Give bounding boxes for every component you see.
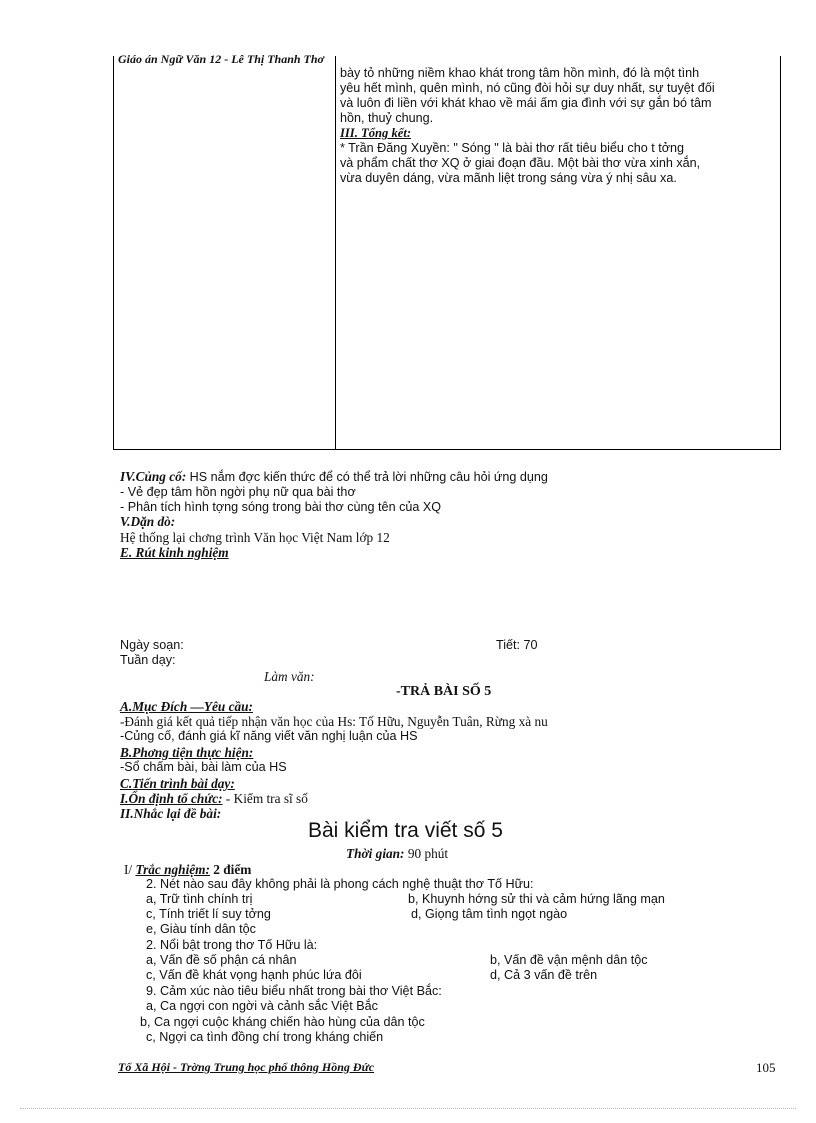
option-d: d, Cả 3 vấn đề trên [490,968,598,982]
cung-co-line [120,469,548,485]
option-a: a, Ca ngợi con ngời và cảnh sắc Việt Bắc [146,999,378,1013]
on-dinh-text: - Kiểm tra sĩ số [225,791,308,806]
cung-co-text: HS nắm đợc kiến thức để có thể trả lời những câu hỏi ứng dụng [189,470,548,484]
nhac-lai-heading: II.Nhắc lại đề bài: [120,806,222,821]
lesson-title: -TRẢ BÀI SỐ 5 [396,684,492,699]
question-2: 2. Nổi bật trong thơ Tố Hữu là: [146,938,318,952]
cung-co-label: IV.Củng cố: [120,469,187,484]
option-a: a, Trữ tình chính trị [146,892,253,906]
trac-nghiem-prefix: I/ [124,862,136,877]
summary-line: * Trần Đăng Xuyền: " Sóng " là bài thơ rất tiêu biểu cho t tởng [340,141,685,155]
option-b: b, Vấn đề vận mệnh dân tộc [490,953,648,967]
trac-nghiem-label: Trắc nghiệm: [135,862,210,877]
subject-label: Làm văn: [264,669,315,684]
option-a: a, Vấn đề số phận cá nhân [146,953,297,967]
table-column-divider [335,56,336,450]
ngay-soan: Ngày soạn: [120,638,184,652]
cung-co-item: - Vẻ đẹp tâm hồn ngời phụ nữ qua bài thơ [120,485,356,499]
dan-do-heading: V.Dặn dò: [120,514,176,529]
muc-dich-heading: A.Mục Đích —Yêu cầu: [120,699,253,714]
cung-co-item: - Phân tích hình tợng sóng trong bài thơ cùng tên của XQ [120,500,442,514]
option-e: e, Giàu tính dân tộc [146,922,256,936]
cell-text-line: bày tỏ những niềm khao khát trong tâm hồn mình, đó là một tình [340,66,700,80]
section-heading-tong-ket: III. Tổng kết: [340,126,412,140]
rut-kinh-nghiem-heading: E. Rút kinh nghiệm [120,545,229,560]
option-c: c, Vấn đề khát vọng hạnh phúc lứa đôi [146,968,362,982]
cell-text-line: hồn, thuỷ chung. [340,111,434,125]
option-b: b, Khuynh hớng sử thi và cảm hứng lãng mạn [408,892,665,906]
trac-nghiem-points: 2 điểm [213,862,252,877]
option-b: b, Ca ngợi cuộc kháng chiến hào hùng của dân tộc [140,1015,425,1029]
on-dinh-label: I.Ổn định tổ chức: [120,791,223,806]
muc-dich-item: -Củng cố, đánh giá kĩ năng viết văn nghị luận của HS [120,729,418,743]
option-c: c, Ngợi ca tình đồng chí trong kháng chiến [146,1030,384,1044]
running-header: Giáo án Ngữ Văn 12 - Lê Thị Thanh Thơ [118,52,324,66]
muc-dich-item: -Đánh giá kết quả tiếp nhận văn học của Hs: Tố Hữu, Nguyễn Tuân, Rừng xà nu [120,714,548,729]
cell-text-line: và luôn đi liền với khát khao về mái ấm gia đình với sự gắn bó tâm [340,96,712,110]
on-dinh-line [120,791,308,806]
option-c: c, Tính triết lí suy tởng [146,907,271,921]
phuong-tien-heading: B.Phơng tiện thực hiện: [120,745,254,760]
page-bottom-divider [20,1108,796,1109]
tuan-day: Tuần dạy: [120,653,176,667]
dan-do-text: Hệ thống lại chơng trình Văn học Việt Nam lớp 12 [120,530,390,545]
footer-school: Tổ Xã Hội - Trờng Trung học phổ thông Hồng Đức [118,1060,375,1074]
table-right-cell [340,66,776,186]
trac-nghiem-line [124,862,251,877]
question-3: 9. Cảm xúc nào tiêu biểu nhất trong bài thơ Việt Bắc: [146,984,442,998]
question-1: 2. Nét nào sau đây không phải là phong cách nghệ thuật thơ Tố Hữu: [146,877,534,891]
summary-line: vừa duyên dáng, vừa mãnh liệt trong sáng vừa ý nhị sâu xa. [340,171,677,185]
exam-title: Bài kiểm tra viết số 5 [308,819,503,842]
time-value: 90 phút [407,846,449,861]
time-label: Thời gian: [346,846,405,861]
tien-trinh-heading: C.Tiến trình bài dạy: [120,776,235,791]
page-number: 105 [756,1060,776,1075]
cell-text-line: yêu hết mình, quên mình, nó cũng đòi hỏi sự duy nhất, sự tuyệt đối [340,81,715,95]
phuong-tien-item: -Sổ chấm bài, bài làm của HS [120,760,287,774]
tiet-number: Tiết: 70 [496,638,538,652]
summary-line: và phẩm chất thơ XQ ở giai đoạn đầu. Một bài thơ vừa xinh xắn, [340,156,701,170]
exam-time [346,846,448,861]
option-d: d, Giọng tâm tình ngọt ngào [411,907,568,921]
